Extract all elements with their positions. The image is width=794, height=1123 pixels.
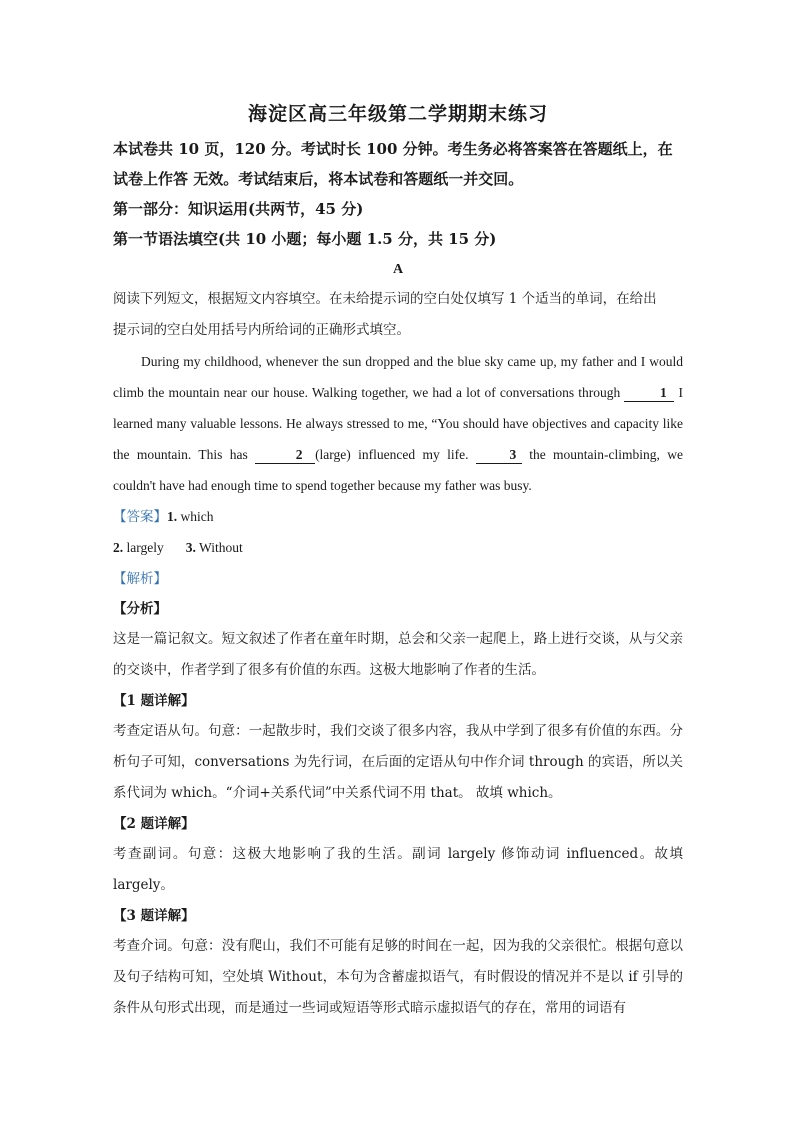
q2-explanation: 考查副词。句意：这极大地影响了我的生活。副词 largely 修饰动词 influenced。故填 largely。 (113, 846, 683, 893)
document-title: 海淀区高三年级第二学期期末练习 (247, 103, 548, 125)
answer-tag: 【答案】 (113, 509, 167, 524)
document-content (113, 100, 683, 1024)
q1-explanation: 考查定语从句。句意：一起散步时，我们交谈了很多内容，我从中学到了很多有价值的东西。分析句子可知，conversations 为先行词，在后面的定语从句中作介词 through 的宾语，所以关系代词为 which。“介词+关系代词”中关系代词不用 that。 故填 which。 (113, 723, 683, 801)
answer-1: which (177, 509, 214, 524)
passage-text-4: the mountain-climbing, we couldn't have had enough time to spend together because my father was busy. (113, 447, 683, 493)
passage-label: A (392, 262, 404, 277)
analysis-header: 【分析】 (113, 601, 167, 617)
analysis-tag: 【解析】 (113, 571, 167, 586)
part-heading: 第一部分：知识运用(共两节，45 分) (113, 200, 364, 218)
passage-text-2: I learned many valuable lessons. He always stressed to me, “You should have objectives and capacity like the mountain. This has (113, 385, 683, 462)
answer-2: largely (123, 540, 164, 555)
section-heading: 第一节语法填空(共 10 小题；每小题 1.5 分，共 15 分) (113, 230, 497, 248)
q1-header: 【1 题详解】 (113, 693, 195, 709)
blank-1: 1 (624, 385, 674, 402)
answer-line-1 (113, 501, 683, 532)
answer-number-3: 3. (185, 540, 196, 555)
answer-number-1: 1. (167, 509, 178, 524)
analysis-text: 这是一篇记叙文。短文叙述了作者在童年时期，总会和父亲一起爬上，路上进行交谈，从与父亲的交谈中，作者学到了很多有价值的东西。这极大地影响了作者的生活。 (113, 631, 683, 678)
passage-text-3: (large) influenced my life. (315, 447, 476, 462)
instruction-line-1: 阅读下列短文，根据短文内容填空。在未给提示词的空白处仅填写 1 个适当的单词，在给出 (113, 291, 657, 307)
answer-line-2 (113, 532, 683, 563)
answer-3: Without (195, 540, 243, 555)
instruction-line-2: 提示词的空白处用括号内所给词的正确形式填空。 (113, 322, 410, 338)
exam-intro-line-2: 试卷上作答 无效。考试结束后，将本试卷和答题纸一并交回。 (113, 170, 524, 188)
exam-intro-line-1: 本试卷共 10 页，120 分。考试时长 100 分钟。考生务必将答案答在答题纸上，在 (113, 140, 673, 158)
passage-paragraph (113, 346, 683, 501)
answer-number-2: 2. (113, 540, 124, 555)
q3-explanation: 考查介词。句意：没有爬山，我们不可能有足够的时间在一起，因为我的父亲很忙。根据句意以及句子结构可知，空处填 Without，本句为含蓄虚拟语气，有时假设的情况并不是以 if 引导的条件从句形式出现，而是通过一些词或短语等形式暗示虚拟语气的存在，常用的词语有 (113, 938, 683, 1016)
q3-header: 【3 题详解】 (113, 908, 195, 924)
analysis-tag-line (113, 563, 683, 594)
blank-2: 2 (255, 447, 315, 464)
blank-3: 3 (476, 447, 522, 464)
q2-header: 【2 题详解】 (113, 816, 195, 832)
passage-text-1: During my childhood, whenever the sun dropped and the blue sky came up, my father and I would climb the mountain near our house. Walking together, we had a lot of conversations through (113, 354, 683, 400)
